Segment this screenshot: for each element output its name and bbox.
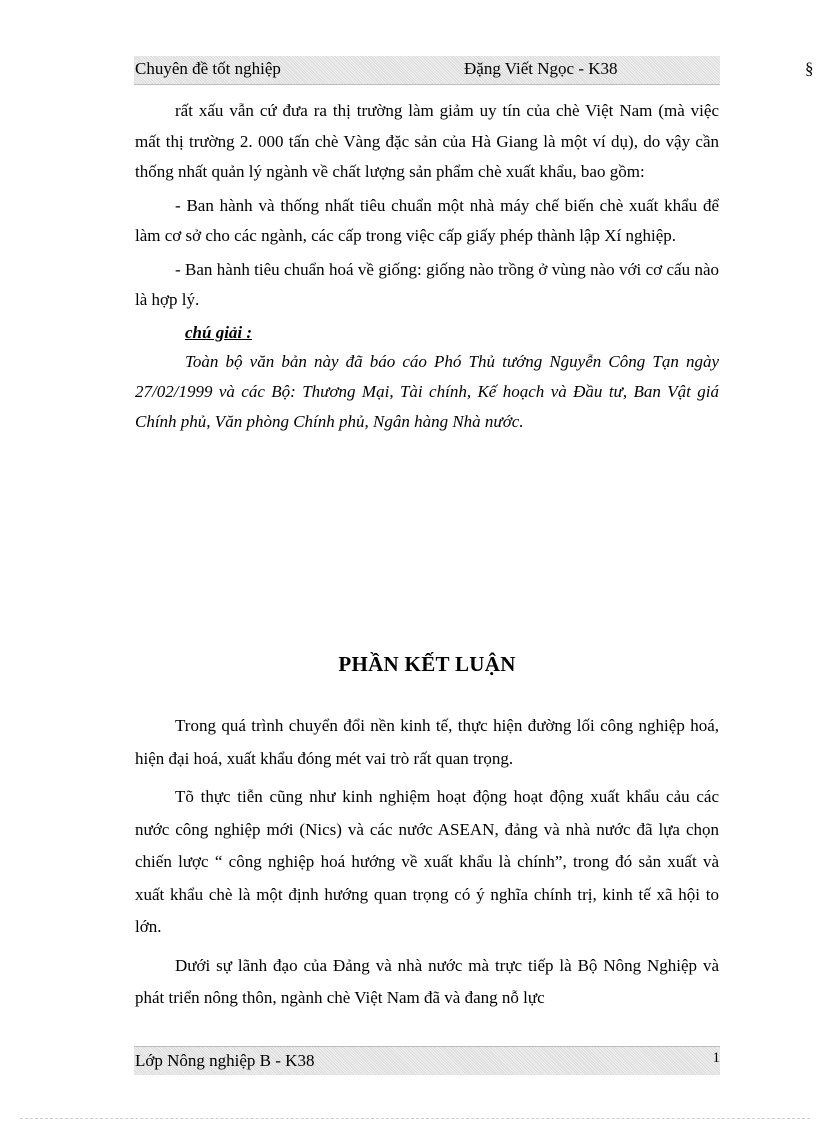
body-paragraph-3: - Ban hành tiêu chuẩn hoá về giống: giống nào trồng ở vùng nào với cơ cấu nào là hợp lý. xyxy=(135,259,719,309)
body-paragraph-1: rất xấu vẫn cứ đưa ra thị trường làm giảm uy tín của chè Việt Nam (mà việc mất thị trường 2. 000 tấn chè Vàng đặc sản của Hà Giang là một ví dụ), do vậy cần thống nhất quản lý ngành về chất lượng sản phẩm chè xuất khẩu, bao gồm: xyxy=(135,101,719,181)
header-author: Đặng Viết Ngọc - K38 xyxy=(464,59,618,78)
note-text: Toàn bộ văn bản này đã báo cáo Phó Thủ tướng Nguyễn Công Tạn ngày 27/02/1999 và các Bộ: Thương Mại, Tài chính, Kế hoạch và Đầu tư, Ban Vật giá Chính phủ, Văn phòng Chính phủ, Ngân hàng Nhà nước. xyxy=(135,351,719,431)
page-footer xyxy=(134,1046,720,1075)
conclusion-heading: PHẦN KẾT LUẬN xyxy=(338,652,516,676)
body-text xyxy=(135,96,719,437)
note-label: chú giải : xyxy=(185,322,253,342)
footer-class: Lớp Nông nghiệp B - K38 xyxy=(135,1051,315,1070)
section-mark: § xyxy=(805,59,814,78)
conclusion-text xyxy=(135,710,719,1021)
page-header xyxy=(134,56,720,85)
header-title: Chuyên đề tốt nghiệp xyxy=(135,59,281,78)
page-number: 1 xyxy=(712,1050,720,1066)
conclusion-paragraph-3: Dưới sự lãnh đạo của Đảng và nhà nước mà trực tiếp là Bộ Nông Nghiệp và phát triển nông thôn, ngành chè Việt Nam đã và đang nỗ lực xyxy=(135,955,719,1007)
page-boundary xyxy=(20,1118,810,1119)
conclusion-paragraph-2: Tõ thực tiễn cũng như kinh nghiệm hoạt động hoạt động xuất khẩu cảu các nước công nghiệp mới (Nics) và các nước ASEAN, đảng và nhà nước đã lựa chọn chiến lược “ công nghiệp hoá hướng về xuất khẩu là chính”, trong đó sản xuất và xuất khẩu chè là một định hướng quan trọng có ý nghĩa chính trị, kinh tế xã hội to lớn. xyxy=(135,787,719,936)
body-paragraph-2: - Ban hành và thống nhất tiêu chuẩn một nhà máy chế biến chè xuất khẩu để làm cơ sở cho các ngành, các cấp trong việc cấp giấy phép thành lập Xí nghiệp. xyxy=(135,195,719,245)
conclusion-paragraph-1: Trong quá trình chuyển đổi nền kinh tế, thực hiện đường lối công nghiệp hoá, hiện đại hoá, xuất khẩu đóng mét vai trò rất quan trọng. xyxy=(135,716,719,768)
